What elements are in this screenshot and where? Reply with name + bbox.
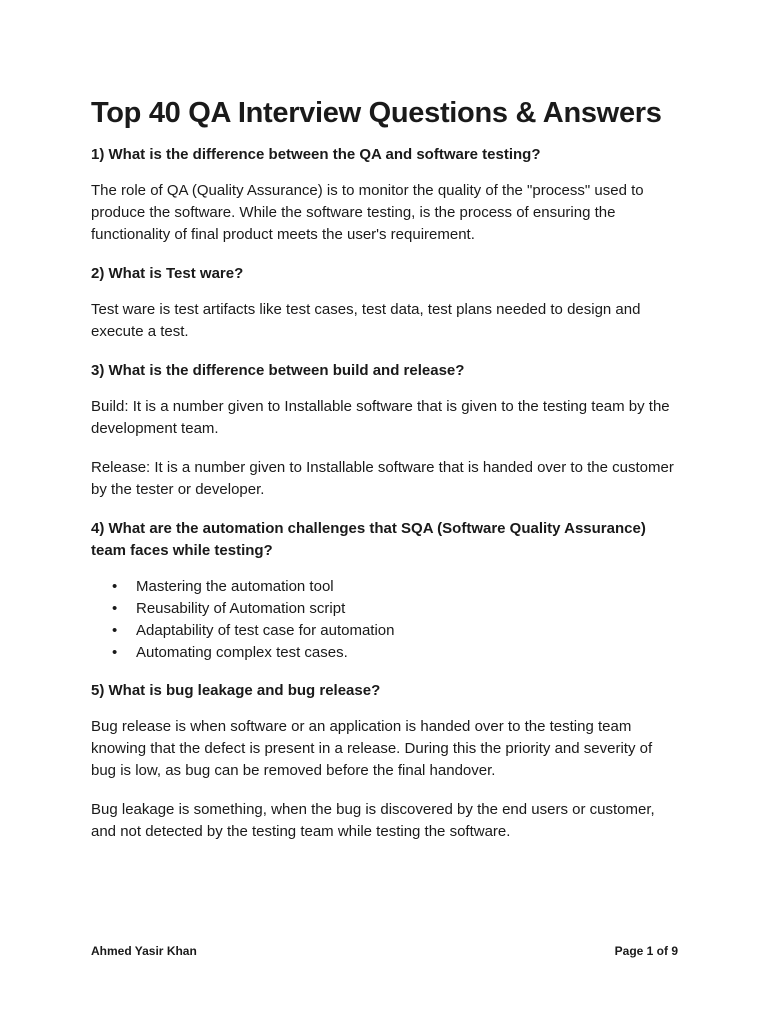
question-4: 4) What are the automation challenges that SQA (Software Quality Assurance) team faces while testing? xyxy=(91,520,646,559)
question-5: 5) What is bug leakage and bug release? xyxy=(91,682,381,699)
answer-1: The role of QA (Quality Assurance) is to monitor the quality of the "process" used to produce the software. While the software testing, is the process of ensuring the functionality of final product meets the user's requirement. xyxy=(91,182,644,243)
question-3: 3) What is the difference between build and release? xyxy=(91,362,465,379)
answer-2: Test ware is test artifacts like test cases, test data, test plans needed to design and execute a test. xyxy=(91,301,641,340)
list-item-text: Adaptability of test case for automation xyxy=(136,622,395,639)
list-item xyxy=(112,620,681,642)
answer-3-build: Build: It is a number given to Installable software that is given to the testing team by the development team. xyxy=(91,398,670,437)
list-item-text: Mastering the automation tool xyxy=(136,578,334,595)
bullet-icon: • xyxy=(112,600,118,617)
challenges-list xyxy=(91,576,681,664)
list-item xyxy=(112,642,681,664)
answer-5-release: Bug release is when software or an application is handed over to the testing team knowing that the defect is present in a release. During this the priority and severity of bug is low, as bug can be removed before the final handover. xyxy=(91,718,653,779)
document-page xyxy=(91,96,681,860)
footer-author: Ahmed Yasir Khan xyxy=(91,944,197,958)
question-2: 2) What is Test ware? xyxy=(91,265,244,282)
bullet-icon: • xyxy=(112,644,118,661)
document-title: Top 40 QA Interview Questions & Answers xyxy=(91,97,662,129)
bullet-icon: • xyxy=(112,622,118,639)
footer-page-number: Page 1 of 9 xyxy=(614,944,678,958)
question-1: 1) What is the difference between the QA and software testing? xyxy=(91,146,541,163)
list-item xyxy=(112,576,681,598)
list-item xyxy=(112,598,681,620)
answer-3-release: Release: It is a number given to Installable software that is handed over to the customer by the tester or developer. xyxy=(91,459,674,498)
bullet-icon: • xyxy=(112,578,118,595)
list-item-text: Reusability of Automation script xyxy=(136,600,346,617)
list-item-text: Automating complex test cases. xyxy=(136,644,348,661)
answer-5-leakage: Bug leakage is something, when the bug is discovered by the end users or customer, and not detected by the testing team while testing the software. xyxy=(91,801,655,840)
